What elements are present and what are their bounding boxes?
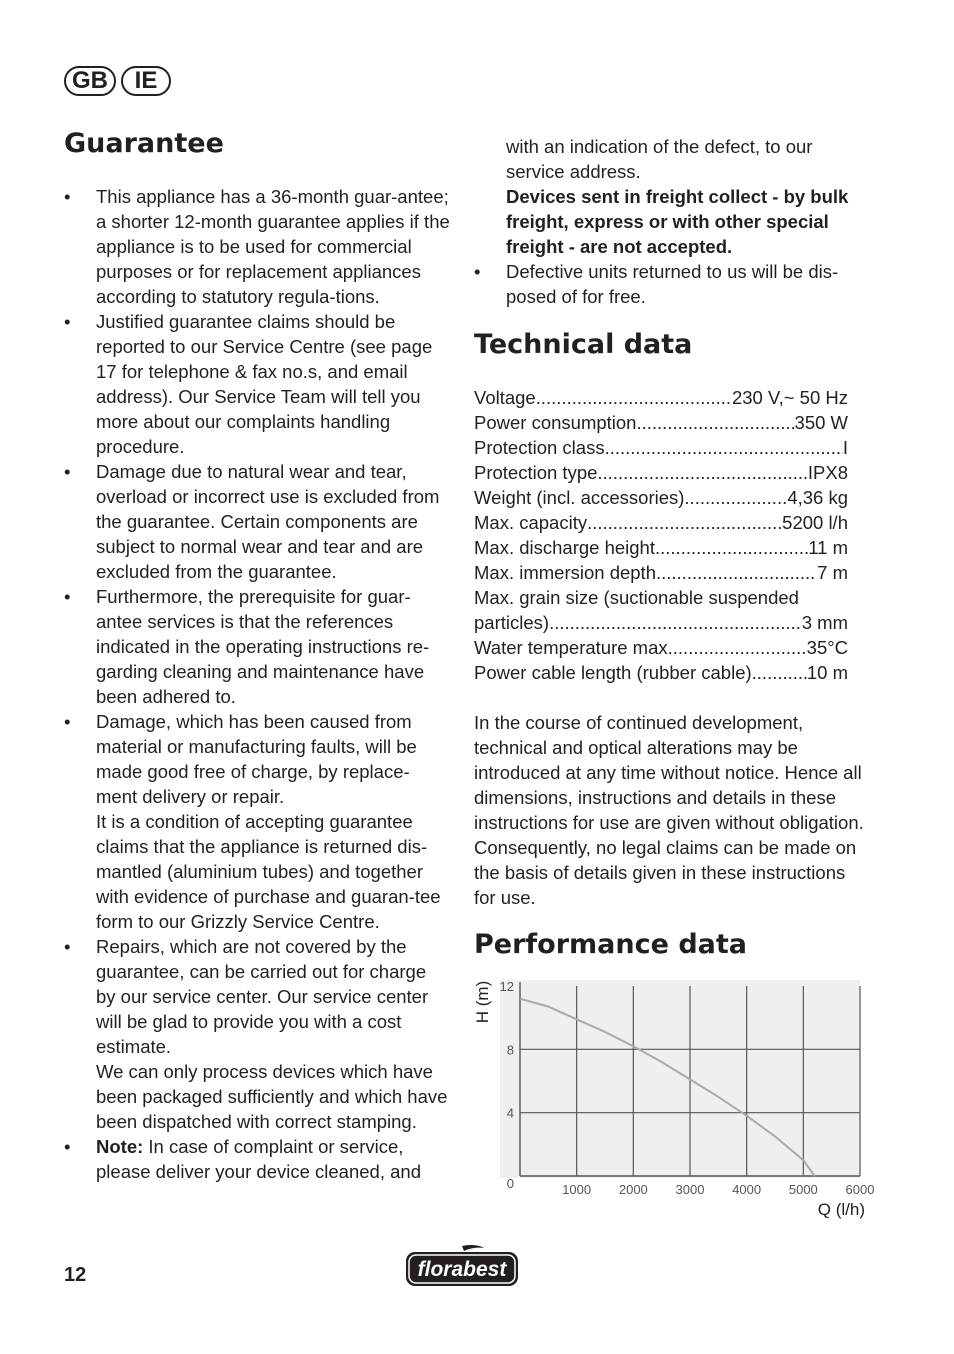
spec-label: particles)	[474, 612, 550, 633]
chart-x-ticks	[562, 1182, 874, 1197]
spec-row-immersion-depth	[474, 560, 848, 585]
spec-row-voltage	[474, 385, 848, 410]
guarantee-item-7	[64, 1134, 450, 1184]
spec-label: Max. discharge height	[474, 537, 655, 558]
freight-warning: Devices sent in freight collect - by bulk freight, express or with other special freight - are not accepted.	[506, 186, 849, 257]
technical-data-table	[474, 385, 848, 685]
guarantee-item-4: • Furthermore, the prerequisite for guar-antee services is that the references indicated in the operating instructions re-garding cleaning and maintenance have been adhered to.	[64, 584, 450, 709]
y-tick-label: 12	[499, 979, 514, 994]
spec-label: Max. capacity	[474, 512, 588, 533]
spec-value: 5200 l/h	[782, 512, 848, 533]
spec-value: 3 mm	[801, 612, 848, 633]
spec-value: 350 W	[794, 412, 848, 433]
guarantee-item-5-continued: It is a condition of accepting guarantee claims that the appliance is returned dis-mantled (aluminium tubes) and together with evidence of purchase and guaran-tee form to our Grizzly Service Centre.	[96, 811, 441, 932]
guarantee-item-8: • Defective units returned to us will be dis-posed of for free.	[474, 259, 860, 309]
logo-wordmark: florabest	[417, 1258, 507, 1281]
spec-leader	[587, 510, 782, 535]
guarantee-item-3: • Damage due to natural wear and tear, overload or incorrect use is excluded from the guarantee. Certain components are subject to normal wear and tear and are excluded from the guarantee.	[64, 459, 450, 584]
language-badge-ie: IE	[121, 66, 171, 96]
note-label: Note:	[96, 1136, 144, 1157]
spec-grain-size-line: Max. grain size (suctionable suspended	[474, 587, 799, 608]
spec-leader	[673, 635, 807, 660]
spec-value: 10 m	[806, 662, 848, 683]
spec-leader	[605, 435, 843, 460]
x-tick-label: 5000	[788, 1182, 818, 1197]
spec-value: IPX8	[807, 462, 848, 483]
spec-label: Water temperature max.	[474, 637, 673, 658]
technical-data-heading: Technical data	[474, 329, 693, 360]
guarantee-left-column	[64, 184, 450, 1184]
spec-value: 35°C	[806, 637, 848, 658]
spec-row-grain-size	[474, 610, 848, 635]
logo-leaf	[462, 1245, 484, 1251]
spec-value: I	[842, 437, 848, 458]
spec-leader	[684, 485, 787, 510]
spec-value: 11 m	[808, 537, 848, 558]
spec-label: Power consumption	[474, 412, 637, 433]
y-axis-label: H (m)	[473, 980, 492, 1024]
guarantee-item-6: • Repairs, which are not covered by the guarantee, can be carried out for charge by our service center. Our service center will be glad to provide you with a cost estimate.	[64, 934, 450, 1059]
guarantee-item-2: • Justified guarantee claims should be reported to our Service Centre (see page 17 for telephone & fax no.s, and email address). Our Service Team will tell you more about our complaints handling procedure.	[64, 309, 450, 459]
x-tick-label: 6000	[845, 1182, 875, 1197]
guarantee-item-6-continued: We can only process devices which have been packaged sufficiently and which have been dispatched with correct stamping.	[96, 1061, 448, 1132]
guarantee-heading: Guarantee	[64, 128, 224, 159]
performance-data-heading: Performance data	[474, 929, 747, 960]
guarantee-right-column	[474, 134, 860, 309]
spec-label: Power cable length (rubber cable)	[474, 662, 752, 683]
x-axis-label: Q (l/h)	[817, 1200, 865, 1219]
spec-label: Voltage	[474, 387, 536, 408]
y-tick-label: 0	[506, 1176, 514, 1191]
spec-value: 230 V,~ 50 Hz	[731, 387, 848, 408]
spec-row-protection-class	[474, 435, 848, 460]
guarantee-item-5: • Damage, which has been caused from material or manufacturing faults, will be made good free of charge, by replace-ment delivery or repair.	[64, 709, 450, 809]
spec-leader	[549, 610, 802, 635]
spec-label: Protection type	[474, 462, 598, 483]
guarantee-item-1: • This appliance has a 36-month guar-antee; a shorter 12-month guarantee applies if the appliance is to be used for commercial purposes or for replacement appliances according to statutory regula-tions.	[64, 184, 450, 309]
y-tick-label: 4	[506, 1105, 514, 1121]
x-tick-label: 1000	[562, 1182, 592, 1197]
page-number: 12	[64, 1264, 87, 1286]
y-tick-label: 8	[506, 1042, 514, 1058]
florabest-logo	[404, 1244, 520, 1290]
note-text: In case of complaint or service, please deliver your device cleaned, and	[96, 1136, 421, 1182]
spec-label: Max. immersion depth	[474, 562, 656, 583]
language-badge-gb: GB	[64, 66, 116, 96]
spec-value: 4,36 kg	[787, 487, 848, 508]
x-tick-label: 4000	[732, 1182, 762, 1197]
spec-leader	[597, 460, 807, 485]
x-tick-label: 2000	[618, 1182, 648, 1197]
guarantee-list-continued	[474, 134, 860, 309]
spec-row-water-temperature	[474, 635, 848, 660]
guarantee-list	[64, 184, 450, 1184]
x-tick-label: 3000	[675, 1182, 705, 1197]
performance-chart	[468, 970, 878, 1220]
spec-label: Protection class	[474, 437, 605, 458]
spec-label: Weight (incl. accessories)	[474, 487, 685, 508]
spec-row-cable-length	[474, 660, 848, 685]
language-badges	[64, 66, 171, 96]
spec-leader	[536, 385, 732, 410]
spec-leader	[636, 410, 794, 435]
spec-row-discharge-height	[474, 535, 848, 560]
spec-value: 7 m	[817, 562, 848, 583]
spec-leader	[655, 535, 808, 560]
spec-row-protection-type	[474, 460, 848, 485]
spec-leader	[656, 560, 817, 585]
spec-row-max-capacity	[474, 510, 848, 535]
performance-chart-svg	[468, 970, 878, 1220]
development-notice: In the course of continued development, technical and optical alterations may be introduced at any time without notice. Hence all dimensions, instructions and details in these instructions for use are given without obligation. Consequently, no legal claims can be made on the basis of details given in these instructions for use.	[474, 712, 864, 908]
spec-row-weight	[474, 485, 848, 510]
spec-leader	[752, 660, 807, 685]
guarantee-item-7-continued: with an indication of the defect, to our service address.	[506, 136, 813, 182]
spec-row-power-consumption	[474, 410, 848, 435]
